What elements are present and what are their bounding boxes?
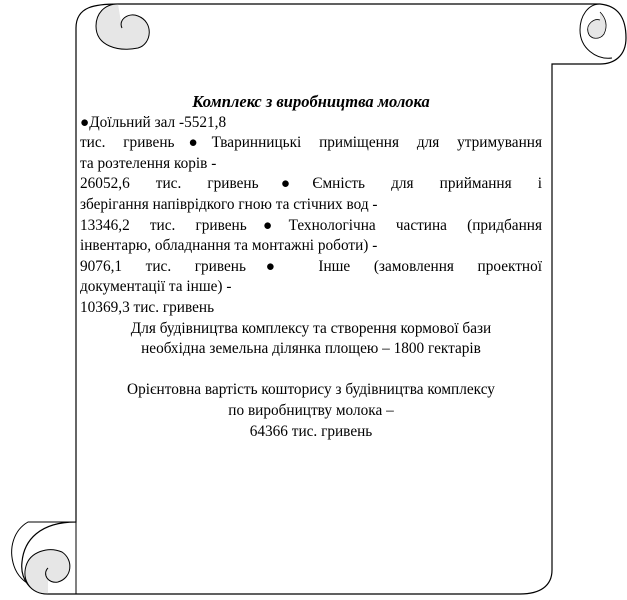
- text-line: 26052,6 тис. гривень●Ємність для приймання і: [80, 175, 542, 193]
- text-line: 9076,1 тис. гривень● Інше (замовлення проектної: [80, 257, 542, 275]
- text-line: та розтелення корів -: [80, 154, 217, 172]
- land-note-line: Для будівництва комплексу та створення кормової бази: [130, 319, 492, 337]
- text-line: документації та інше) -: [80, 278, 232, 296]
- text-line: 10369,3 тис. гривень: [80, 298, 215, 316]
- scroll-text: [80, 92, 542, 442]
- cost-note-line: Орієнтовна вартість кошторису з будівництва комплексу: [127, 381, 495, 399]
- text-line: інвентарю, обладнання та монтажні роботи) -: [80, 237, 378, 255]
- land-note-line: необхідна земельна ділянка площею – 1800 гектарів: [141, 340, 481, 358]
- cost-note-line: 64366 тис. гривень: [249, 422, 373, 440]
- text-line: 13346,2 тис. гривень●Технологічна частина (придбання: [80, 216, 542, 234]
- page-title: Комплекс з виробництва молока: [192, 92, 430, 111]
- cost-note-line: по виробництву молока –: [228, 401, 394, 419]
- text-line: зберігання напіврідкого гною та стічних вод -: [80, 195, 378, 213]
- text-line: ●Доїльний зал -5521,8: [80, 113, 227, 131]
- text-line: тис. гривень●Тваринницькі приміщення для утримування: [80, 134, 542, 152]
- spacer: [80, 360, 542, 381]
